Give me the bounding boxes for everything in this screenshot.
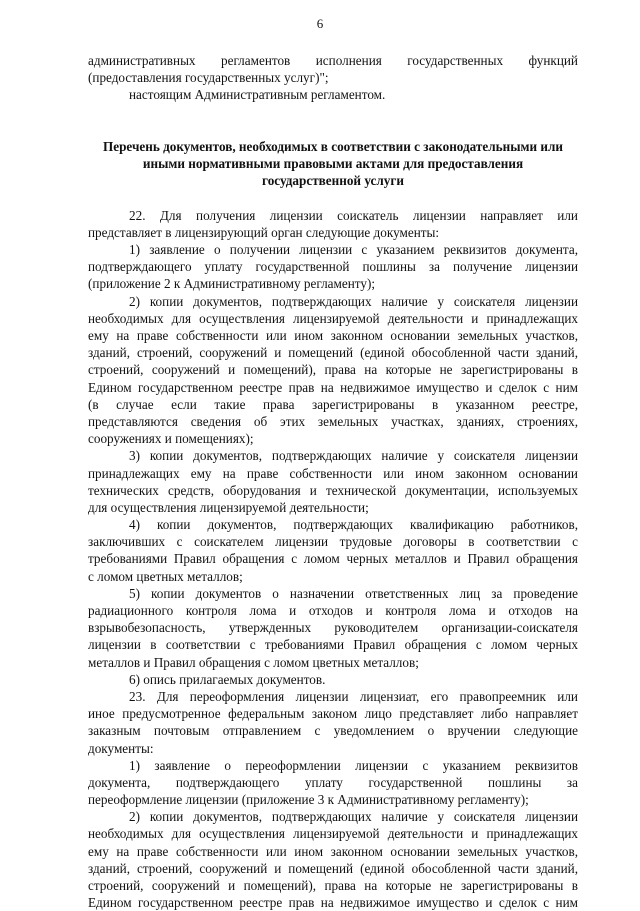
section-heading-line: Перечень документов, необходимых в соответствии с законодательными или (102, 138, 563, 154)
text-line: зданий, строений, сооружений и помещений (единой обособленной части зданий, (88, 345, 578, 361)
text-line: 1) заявление о переоформлении лицензии с указанием реквизитов (129, 757, 578, 773)
text-line: строений, сооружений и помещений), права на которые не зарегистрированы в (88, 362, 578, 378)
text-line: Едином государственном реестре прав на недвижимое имущество и сделок с ним (88, 895, 578, 911)
blank-line (88, 104, 578, 121)
text-line: заказным почтовым отправлением с уведомлением о вручении следующие (88, 723, 578, 739)
blank-line (88, 121, 578, 138)
text-line: ему на праве собственности или ином законном основании земельных участков, (88, 328, 578, 343)
text-line: 3) копии документов, подтверждающих наличие у соискателя лицензии (129, 448, 578, 464)
text-line: технических средств, оборудования и технической документации, используемых (88, 482, 578, 498)
text-line: 2) копии документов, подтверждающих наличие у соискателя лицензии (129, 293, 578, 309)
text-line: Едином государственном реестре прав на недвижимое имущество и сделок с ним (88, 379, 578, 395)
text-line: (в случае если такие права зарегистрированы в указанном реестре, (88, 396, 578, 412)
text-line: для осуществления лицензируемой деятельности; (88, 499, 369, 515)
text-line: лицензии в соответствии с требованиями Правил обращения с ломом черных (88, 637, 578, 653)
text-line: представляются сведения об этих земельных участках, зданиях, строениях, (88, 413, 578, 429)
section-heading-line: государственной услуги (262, 173, 404, 189)
text-line: административных регламентов исполнения государственных функций (88, 53, 578, 68)
text-line: 23. Для переоформления лицензии лицензиат, его правопреемник или (129, 688, 578, 704)
text-line: (приложение 2 к Административному регламенту); (88, 276, 376, 292)
text-line: требованиями Правил обращения с ломом черных металлов и Правил обращения (88, 551, 578, 567)
text-line: заключивших с соискателем лицензии трудовые договоры в соответствии с (88, 534, 578, 550)
text-line: с ломом цветных металлов; (88, 568, 243, 584)
text-line: металлов и Правил обращения с ломом цветных металлов; (88, 654, 419, 670)
text-line: 1) заявление о получении лицензии с указанием реквизитов документа, (129, 242, 578, 258)
text-line: иное предусмотренное федеральным законом лицо представляет либо направляет (88, 706, 578, 722)
text-line: принадлежащих ему на праве собственности или ином законном основании (88, 465, 578, 481)
text-line: документа, подтверждающего уплату государственной пошлины за (88, 774, 578, 790)
text-line: необходимых для осуществления лицензируемой деятельности и принадлежащих (88, 826, 578, 842)
section-heading-line: иными нормативными правовыми актами для предоставления (142, 156, 524, 172)
text-line: сооружениях и помещениях); (88, 431, 254, 447)
text-line: представляет в лицензирующий орган следующие документы: (88, 224, 440, 240)
text-line: зданий, строений, сооружений и помещений (единой обособленной части зданий, (88, 860, 578, 876)
text-line: радиационного контроля лома и отходов и контроля лома и отходов на (88, 603, 578, 618)
text-line: взрывобезопасность, утвержденных руководителем организации-соискателя (88, 620, 578, 636)
text-line: документы: (88, 740, 154, 756)
text-line: необходимых для осуществления лицензируемой деятельности и принадлежащих (88, 310, 578, 326)
text-line: 5) копии документов о назначении ответственных лиц за проведение (129, 585, 578, 601)
text-line: 4) копии документов, подтверждающих квалификацию работников, (129, 517, 578, 533)
text-line: переоформление лицензии (приложение 3 к Административному регламенту); (88, 792, 529, 808)
text-line: ему на праве собственности или ином законном основании земельных участков, (88, 843, 578, 859)
text-line: настоящим Административным регламентом. (129, 87, 386, 103)
text-line: (предоставления государственных услуг)"; (88, 70, 329, 86)
document-body (88, 52, 578, 911)
text-line: подтверждающего уплату государственной пошлины за получение лицензии (88, 259, 578, 275)
text-line: 22. Для получения лицензии соискатель лицензии направляет или (129, 207, 578, 223)
text-line: 2) копии документов, подтверждающих наличие у соискателя лицензии (129, 809, 578, 825)
text-line: 6) опись прилагаемых документов. (129, 671, 326, 687)
text-line: строений, сооружений и помещений), права на которые не зарегистрированы в (88, 878, 578, 893)
blank-line (88, 190, 578, 207)
page-number: 6 (316, 16, 324, 31)
